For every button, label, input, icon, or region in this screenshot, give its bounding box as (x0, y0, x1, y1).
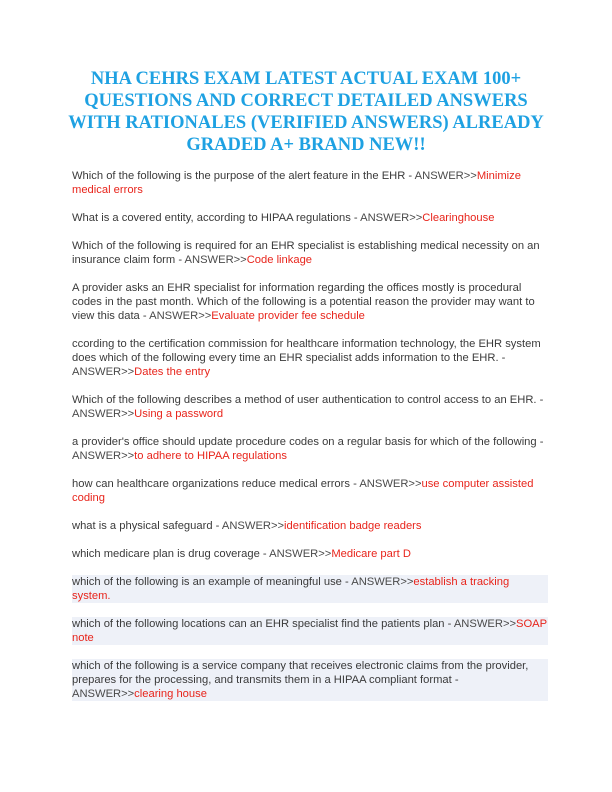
answer-text: Using a password (134, 408, 224, 420)
answer-marker: ANSWER>> (351, 576, 414, 588)
separator: - (349, 478, 360, 490)
answer-text: establish a tracking system. (72, 576, 510, 602)
qa-item (72, 575, 548, 603)
separator: - (175, 254, 185, 266)
answer-marker: ANSWER>> (184, 254, 247, 266)
question-text: A provider asks an EHR specialist for information regarding the offices mostly is procedural codes in the past month. Which of the following is a potential reason the provider may want to view this data (72, 282, 535, 322)
qa-item (72, 337, 548, 379)
qa-item (72, 281, 548, 323)
answer-text: Evaluate provider fee schedule (211, 310, 365, 322)
qa-item (72, 519, 548, 533)
separator: - (350, 212, 361, 224)
separator: - (405, 170, 415, 182)
question-text: which of the following locations can an EHR specialist find the patients plan (72, 618, 445, 630)
separator: - (139, 310, 150, 322)
qa-item (72, 477, 548, 505)
answer-text: SOAP note (72, 618, 547, 644)
answer-marker: ANSWER>> (72, 366, 135, 378)
question-text: which of the following is a service company that receives electronic claims from the provider, prepares for the processing, and transmits them in a HIPAA compliant format (72, 660, 529, 686)
answer-text: Code linkage (246, 254, 313, 266)
answer-marker: ANSWER>> (269, 548, 332, 560)
question-text: Which of the following describes a method of user authentication to control access to an EHR. (72, 394, 537, 406)
question-text: which medicare plan is drug coverage (72, 548, 260, 560)
answer-marker: ANSWER>> (360, 212, 423, 224)
answer-text: Clearinghouse (422, 212, 495, 224)
answer-marker: ANSWER>> (414, 170, 477, 182)
separator: - (536, 436, 544, 448)
answer-marker: ANSWER>> (72, 450, 135, 462)
qa-item (72, 617, 548, 645)
question-text: how can healthcare organizations reduce medical errors (72, 478, 350, 490)
answer-text: Dates the entry (134, 366, 211, 378)
question-text: Which of the following is the purpose of the alert feature in the EHR (72, 170, 406, 182)
answer-text: use computer assisted coding (72, 478, 534, 504)
qa-item (72, 547, 548, 561)
answer-marker: ANSWER>> (221, 520, 285, 532)
qa-item (72, 393, 548, 421)
question-text: ccording to the certification commission for healthcare information technology, the EHR system does which of the following every time an EHR specialist adds information to the EHR. (72, 338, 541, 364)
question-text: what is a physical safeguard (72, 520, 213, 532)
answer-text: Medicare part D (331, 548, 411, 560)
question-text: which of the following is an example of meaningful use (72, 576, 342, 588)
question-text: a provider's office should update procedure codes on a regular basis for which of the following (72, 436, 537, 448)
answer-text: identification badge readers (284, 520, 422, 532)
separator: - (498, 352, 506, 364)
answer-marker: ANSWER>> (453, 618, 517, 630)
qa-item (72, 211, 548, 225)
separator: - (212, 520, 222, 532)
qa-item (72, 239, 548, 267)
separator: - (451, 674, 459, 686)
answer-text: clearing house (134, 688, 207, 700)
qa-item (72, 435, 548, 463)
answer-text: Minimize medical errors (72, 170, 521, 196)
question-text: What is a covered entity, according to HIPAA regulations (72, 212, 351, 224)
answer-marker: ANSWER>> (149, 310, 212, 322)
separator: - (536, 394, 544, 406)
qa-item (72, 659, 548, 701)
document-title: NHA CEHRS EXAM LATEST ACTUAL EXAM 100+ QUESTIONS AND CORRECT DETAILED ANSWERS WITH RATIONALES (VERIFIED ANSWERS) ALREADY GRADED A+ BRAND NEW!! (68, 69, 544, 155)
separator: - (259, 548, 270, 560)
separator: - (341, 576, 352, 588)
qa-list (72, 169, 548, 715)
question-text: Which of the following is required for an EHR specialist is establishing medical necessity on an insurance claim form (72, 240, 540, 266)
answer-marker: ANSWER>> (359, 478, 422, 490)
answer-marker: ANSWER>> (72, 408, 135, 420)
separator: - (444, 618, 454, 630)
answer-marker: ANSWER>> (72, 688, 135, 700)
qa-item (72, 169, 548, 197)
answer-text: to adhere to HIPAA regulations (134, 450, 287, 462)
